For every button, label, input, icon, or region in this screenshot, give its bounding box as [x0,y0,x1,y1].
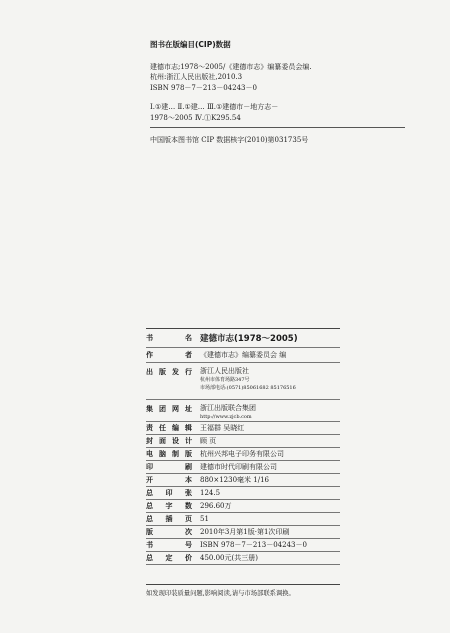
info-value: 杭州兴邦电子印务有限公司 [200,450,284,458]
info-label: 封面设计 [146,437,192,445]
info-row-group [146,400,340,422]
info-label: 总插页 [146,515,192,523]
publisher-name: 浙江人民出版社 [200,367,249,375]
info-label: 版次 [146,528,192,536]
info-row [146,422,340,435]
info-value: 124.5 [200,489,221,497]
info-value: ISBN 978－7－213－04243－0 [200,541,307,549]
info-row-title [146,328,340,348]
info-label: 总字数 [146,502,192,510]
info-row [146,448,340,461]
group-url: http://www.zjcb.com [200,414,252,420]
info-row [146,500,340,513]
info-row [146,487,340,500]
cip-line: ISBN 978－7－213－04243－0 [150,83,257,92]
cip-block [150,40,405,146]
info-row [146,526,340,539]
info-row [146,474,340,487]
info-value: 450.00元(共三册) [200,554,258,562]
info-row-author [146,348,340,363]
info-value: 296.60万 [200,502,232,510]
info-label: 总印张 [146,489,192,497]
publication-info-table [146,328,340,565]
info-value: 2010年3月第1版·第1次印刷 [200,528,290,536]
info-label: 印刷 [146,463,192,471]
info-row-publisher [146,363,340,400]
cip-line: Ⅰ.①建… Ⅱ.①建… Ⅲ.①建德市－地方志－ [150,103,279,111]
info-label: 书名 [146,334,192,342]
info-row [146,513,340,526]
info-label: 责任编辑 [146,424,192,432]
info-value: 建德市时代印刷有限公司 [200,463,277,471]
cip-line: 中国版本图书馆 CIP 数据核字(2010)第031735号 [150,136,309,144]
info-label: 出版发行 [146,368,192,376]
info-label: 总定价 [146,554,192,562]
info-value: 51 [200,515,209,523]
cip-heading: 图书在版编目(CIP)数据 [150,40,231,49]
info-label: 电脑制版 [146,450,192,458]
cip-line: 1978～2005 Ⅳ.①K295.54 [150,113,241,122]
publisher-address: 杭州市体育场路347号 [200,377,250,383]
info-row [146,435,340,448]
info-row [146,539,340,552]
info-label: 开本 [146,476,192,484]
quality-notice: 如发现印装质量问题,影响阅读,请与市场部联系调换。 [146,584,340,597]
info-value: 《建德市志》编纂委员会 编 [200,351,287,359]
book-title: 建德市志(1978～2005) [200,334,298,344]
info-label: 作者 [146,351,192,359]
cip-divider [150,127,405,128]
info-row [146,461,340,474]
info-label: 书号 [146,541,192,549]
cip-line: 建德市志;1978～2005/《建德市志》编纂委员会编. [150,62,312,71]
info-value: 顾 页 [200,437,217,445]
info-value: 王福群 吴晓红 [200,424,245,432]
info-value: 880×1230毫米 1/16 [200,476,269,484]
info-label: 集团网址 [146,405,192,413]
group-name: 浙江出版联合集团 [200,404,256,412]
cip-line: 杭州:浙江人民出版社,2010.3 [150,73,243,81]
info-row [146,552,340,565]
publisher-phone: 市场部电话:(0571)85061682 85176516 [200,385,296,391]
